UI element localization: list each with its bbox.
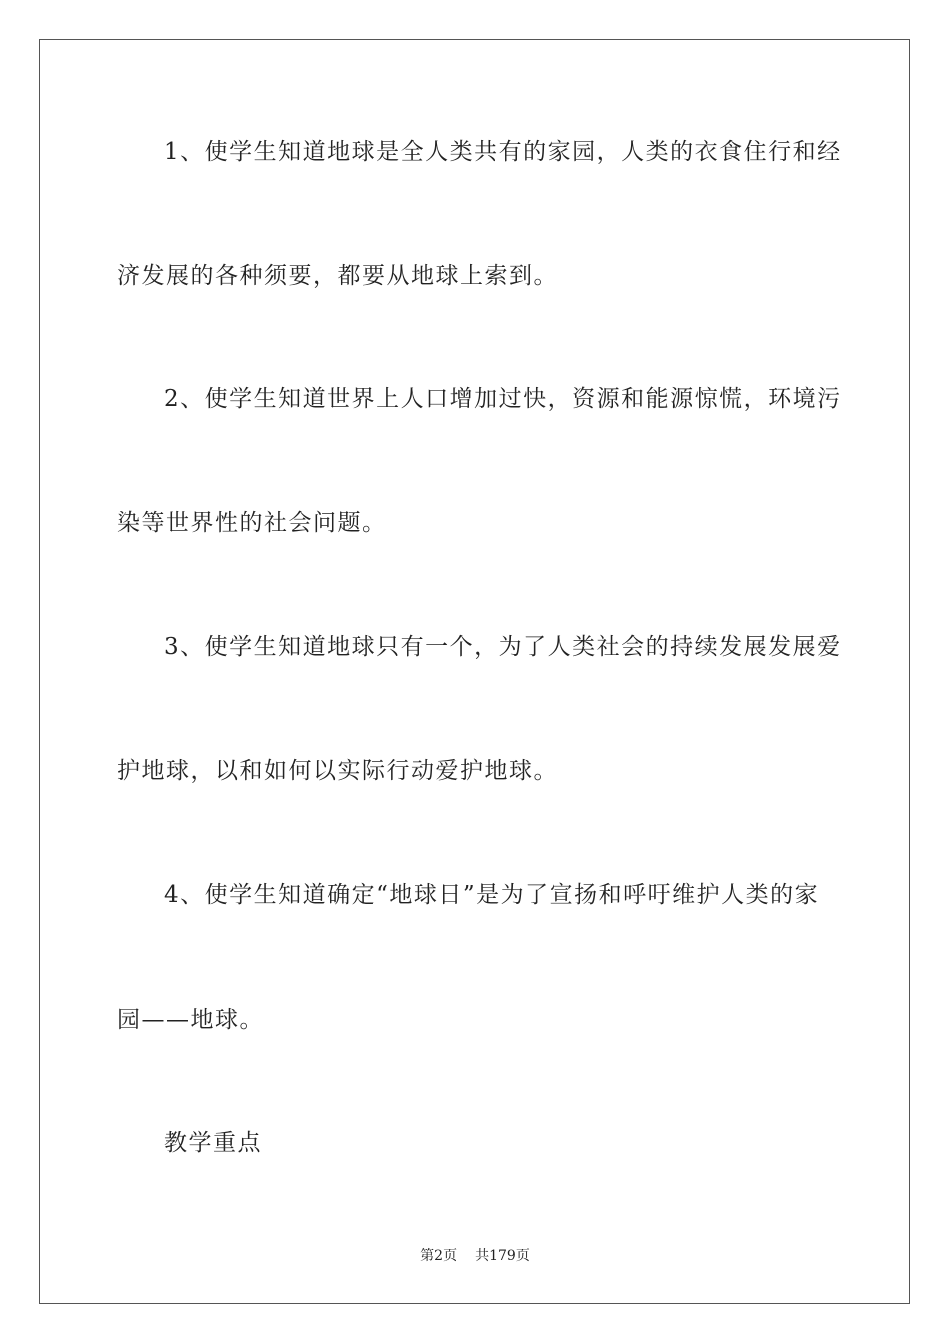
current-page-label: 第2页 bbox=[420, 1248, 458, 1264]
total-pages-label: 共179页 bbox=[475, 1248, 530, 1264]
paragraph-3-line-1: 3、使学生知道地球只有一个，为了人类社会的持续发展发展爱 bbox=[164, 634, 842, 660]
paragraph-2-line-1: 2、使学生知道世界上人口增加过快，资源和能源惊慌，环境污 bbox=[164, 386, 842, 412]
section-heading: 教学重点 bbox=[164, 1130, 262, 1156]
page-footer bbox=[0, 1246, 950, 1266]
paragraph-2-line-2: 染等世界性的社会问题。 bbox=[117, 510, 387, 536]
paragraph-1-line-2: 济发展的各种须要，都要从地球上索到。 bbox=[117, 263, 558, 289]
paragraph-3-line-2: 护地球，以和如何以实际行动爱护地球。 bbox=[117, 758, 558, 784]
paragraph-1-line-1: 1、使学生知道地球是全人类共有的家园，人类的衣食住行和经 bbox=[164, 139, 842, 165]
paragraph-4-line-2: 园——地球。 bbox=[117, 1007, 264, 1033]
paragraph-4-line-1: 4、使学生知道确定“地球日”是为了宣扬和呼吁维护人类的家 bbox=[164, 882, 820, 908]
page-frame bbox=[39, 39, 910, 1304]
